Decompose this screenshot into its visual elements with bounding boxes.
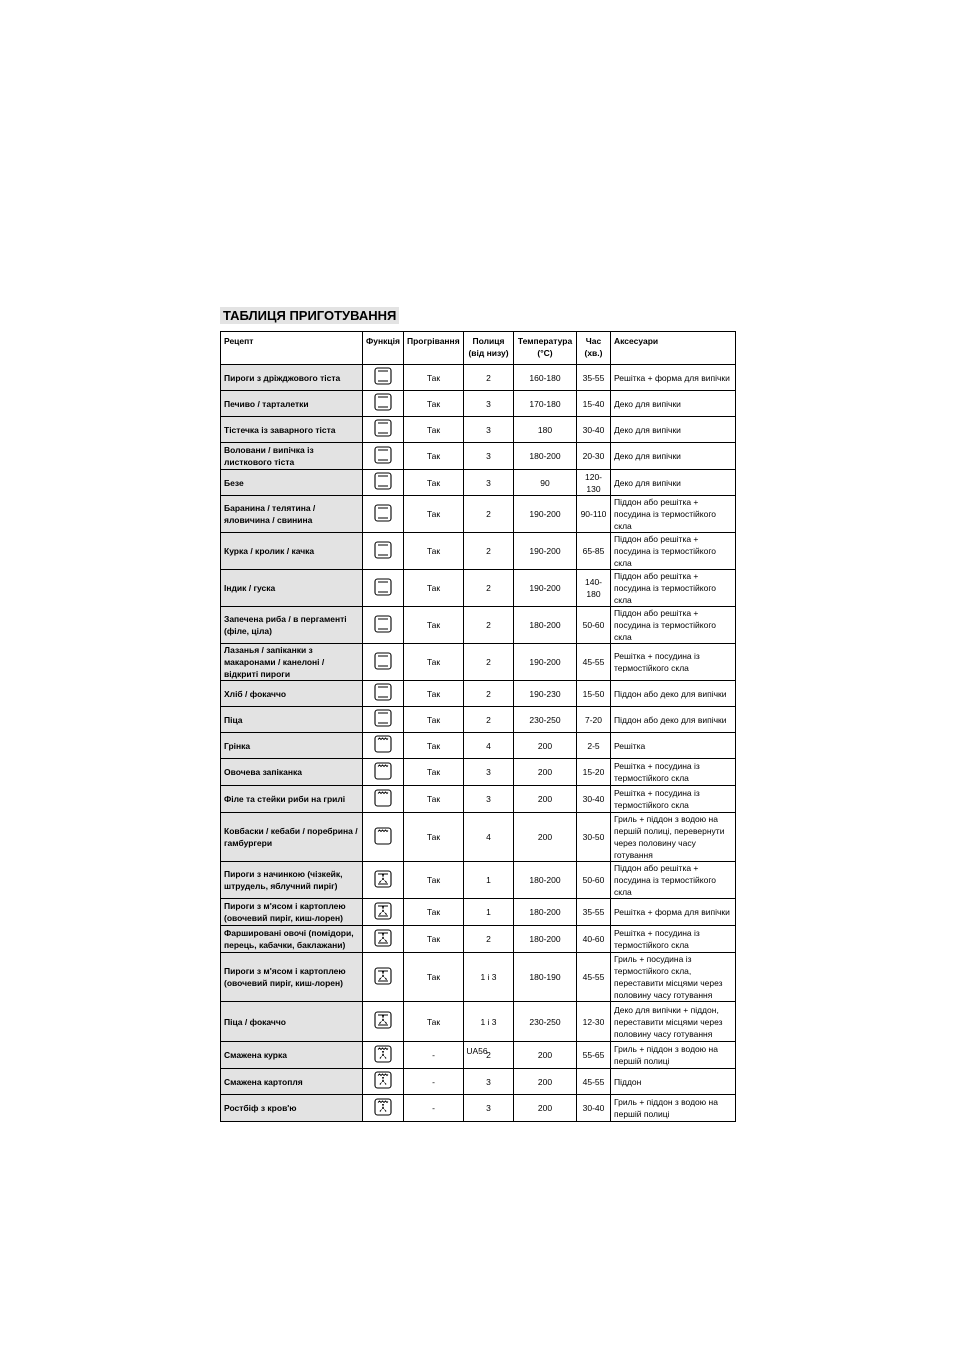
accessories-cell: Гриль + піддон з водою на першій полиці [611, 1095, 736, 1122]
shelf-cell: 3 [464, 391, 514, 417]
preheat-cell: Так [404, 759, 464, 786]
time-cell: 90-110 [577, 496, 611, 533]
accessories-cell: Деко для випічки + піддон, переставити місцями через половину часу готування [611, 1002, 736, 1042]
shelf-cell: 3 [464, 1069, 514, 1095]
time-cell: 20-30 [577, 443, 611, 470]
recipe-cell: Безе [221, 470, 363, 496]
recipe-cell: Лазанья / запіканки з макаронами / канелоні / відкриті пироги [221, 644, 363, 681]
function-cell [363, 899, 404, 926]
accessories-cell: Деко для випічки [611, 391, 736, 417]
time-cell: 2-5 [577, 733, 611, 759]
shelf-cell: 2 [464, 533, 514, 570]
temperature-cell: 200 [514, 733, 577, 759]
accessories-cell: Решітка + посудина із термостійкого скла [611, 786, 736, 813]
header-time: Час (хв.) [577, 332, 611, 365]
function-cell [363, 496, 404, 533]
preheat-cell: Так [404, 953, 464, 1002]
shelf-cell: 3 [464, 417, 514, 443]
fan-icon [374, 902, 392, 923]
time-cell: 30-40 [577, 1095, 611, 1122]
table-row [221, 1002, 736, 1042]
time-cell: 140-180 [577, 570, 611, 607]
accessories-cell: Решітка + посудина із термостійкого скла [611, 759, 736, 786]
recipe-cell: Фаршировані овочі (помідори, перець, кабачки, баклажани) [221, 926, 363, 953]
accessories-cell: Піддон або деко для випічки [611, 707, 736, 733]
temperature-cell: 180-200 [514, 607, 577, 644]
time-cell: 35-55 [577, 365, 611, 391]
accessories-cell: Піддон або решітка + посудина із термостійкого скла [611, 496, 736, 533]
temperature-cell: 160-180 [514, 365, 577, 391]
table-header-row [221, 332, 736, 365]
accessories-cell: Решітка + посудина із термостійкого скла [611, 644, 736, 681]
shelf-cell: 2 [464, 607, 514, 644]
temperature-cell: 190-200 [514, 570, 577, 607]
grill-icon [374, 735, 392, 756]
function-cell [363, 953, 404, 1002]
function-cell [363, 707, 404, 733]
preheat-cell: Так [404, 496, 464, 533]
turbo-grill-icon [374, 1098, 392, 1119]
recipe-cell: Грінка [221, 733, 363, 759]
temperature-cell: 180 [514, 417, 577, 443]
conventional-icon [374, 504, 392, 525]
page-number: UA56 [466, 1046, 488, 1056]
time-cell: 50-60 [577, 862, 611, 899]
header-recipe: Рецепт [221, 332, 363, 365]
function-cell [363, 391, 404, 417]
shelf-cell: 1 [464, 862, 514, 899]
function-cell [363, 1095, 404, 1122]
temperature-cell: 180-190 [514, 953, 577, 1002]
time-cell: 15-20 [577, 759, 611, 786]
accessories-cell: Деко для випічки [611, 417, 736, 443]
table-row [221, 733, 736, 759]
preheat-cell: Так [404, 1002, 464, 1042]
shelf-cell: 2 [464, 644, 514, 681]
table-row [221, 953, 736, 1002]
function-cell [363, 862, 404, 899]
time-cell: 65-85 [577, 533, 611, 570]
temperature-cell: 190-200 [514, 496, 577, 533]
shelf-cell: 2 [464, 570, 514, 607]
header-preheat: Прогрівання [404, 332, 464, 365]
accessories-cell: Піддон або решітка + посудина із термостійкого скла [611, 533, 736, 570]
recipe-cell: Індик / гуска [221, 570, 363, 607]
shelf-cell: 2 [464, 681, 514, 707]
time-cell: 7-20 [577, 707, 611, 733]
recipe-cell: Овочева запіканка [221, 759, 363, 786]
function-cell [363, 533, 404, 570]
function-cell [363, 786, 404, 813]
recipe-cell: Пироги з м'ясом і картоплею (овочевий пиріг, киш-лорен) [221, 899, 363, 926]
time-cell: 45-55 [577, 953, 611, 1002]
recipe-cell: Пироги з начинкою (чізкейк, штрудель, яблучний пиріг) [221, 862, 363, 899]
recipe-cell: Запечена риба / в пергаменті (філе, ціла) [221, 607, 363, 644]
turbo-grill-icon [374, 1071, 392, 1092]
table-row [221, 607, 736, 644]
preheat-cell: Так [404, 813, 464, 862]
temperature-cell: 200 [514, 786, 577, 813]
table-row [221, 417, 736, 443]
time-cell: 30-40 [577, 417, 611, 443]
accessories-cell: Піддон [611, 1069, 736, 1095]
shelf-cell: 3 [464, 759, 514, 786]
preheat-cell: Так [404, 899, 464, 926]
time-cell: 30-40 [577, 786, 611, 813]
table-row [221, 1069, 736, 1095]
accessories-cell: Піддон або решітка + посудина із термостійкого скла [611, 862, 736, 899]
conventional-icon [374, 367, 392, 388]
table-row [221, 391, 736, 417]
preheat-cell: Так [404, 681, 464, 707]
time-cell: 50-60 [577, 607, 611, 644]
table-row [221, 533, 736, 570]
time-cell: 12-30 [577, 1002, 611, 1042]
function-cell [363, 417, 404, 443]
conventional-icon [374, 615, 392, 636]
cooking-table [220, 331, 736, 1122]
preheat-cell: - [404, 1069, 464, 1095]
table-row [221, 470, 736, 496]
recipe-cell: Піца / фокаччо [221, 1002, 363, 1042]
preheat-cell: Так [404, 862, 464, 899]
preheat-cell: Так [404, 570, 464, 607]
function-cell [363, 607, 404, 644]
table-row [221, 786, 736, 813]
table-row [221, 496, 736, 533]
function-cell [363, 759, 404, 786]
preheat-cell: Так [404, 707, 464, 733]
time-cell: 55-65 [577, 1042, 611, 1069]
table-row [221, 365, 736, 391]
recipe-cell: Пироги з м'ясом і картоплею (овочевий пиріг, киш-лорен) [221, 953, 363, 1002]
preheat-cell: - [404, 1095, 464, 1122]
function-cell [363, 443, 404, 470]
temperature-cell: 200 [514, 1095, 577, 1122]
preheat-cell: - [404, 1042, 464, 1069]
recipe-cell: Воловани / випічка із листкового тіста [221, 443, 363, 470]
temperature-cell: 90 [514, 470, 577, 496]
preheat-cell: Так [404, 365, 464, 391]
preheat-cell: Так [404, 926, 464, 953]
accessories-cell: Піддон або деко для випічки [611, 681, 736, 707]
temperature-cell: 200 [514, 759, 577, 786]
conventional-icon [374, 393, 392, 414]
table-row [221, 443, 736, 470]
function-cell [363, 365, 404, 391]
preheat-cell: Так [404, 417, 464, 443]
conventional-icon [374, 419, 392, 440]
temperature-cell: 170-180 [514, 391, 577, 417]
header-accessories: Аксесуари [611, 332, 736, 365]
accessories-cell: Гриль + піддон з водою на першій полиці [611, 1042, 736, 1069]
recipe-cell: Ковбаски / кебаби / поребрина / гамбургери [221, 813, 363, 862]
recipe-cell: Баранина / телятина / яловичина / свинина [221, 496, 363, 533]
shelf-cell: 3 [464, 786, 514, 813]
accessories-cell: Деко для випічки [611, 470, 736, 496]
accessories-cell: Гриль + посудина із термостійкого скла, переставити місцями через половину часу готування [611, 953, 736, 1002]
function-cell [363, 570, 404, 607]
time-cell: 40-60 [577, 926, 611, 953]
function-cell [363, 926, 404, 953]
recipe-cell: Пироги з дріжджового тіста [221, 365, 363, 391]
preheat-cell: Так [404, 470, 464, 496]
function-cell [363, 813, 404, 862]
recipe-cell: Смажена курка [221, 1042, 363, 1069]
time-cell: 35-55 [577, 899, 611, 926]
conventional-icon [374, 709, 392, 730]
accessories-cell: Решітка + форма для випічки [611, 899, 736, 926]
conventional-icon [374, 541, 392, 562]
temperature-cell: 200 [514, 813, 577, 862]
recipe-cell: Хліб / фокаччо [221, 681, 363, 707]
header-shelf: Полиця (від низу) [464, 332, 514, 365]
temperature-cell: 190-200 [514, 644, 577, 681]
table-row [221, 899, 736, 926]
recipe-cell: Смажена картопля [221, 1069, 363, 1095]
time-cell: 120-130 [577, 470, 611, 496]
shelf-cell: 3 [464, 443, 514, 470]
preheat-cell: Так [404, 644, 464, 681]
temperature-cell: 200 [514, 1069, 577, 1095]
fan-icon [374, 967, 392, 988]
temperature-cell: 180-200 [514, 899, 577, 926]
fan-icon [374, 1011, 392, 1032]
recipe-cell: Ростбіф з кров'ю [221, 1095, 363, 1122]
preheat-cell: Так [404, 391, 464, 417]
shelf-cell: 3 [464, 1095, 514, 1122]
shelf-cell: 2 [464, 1042, 514, 1069]
grill-icon [374, 827, 392, 848]
header-temp: Температура (°C) [514, 332, 577, 365]
grill-icon [374, 762, 392, 783]
conventional-icon [374, 652, 392, 673]
accessories-cell: Решітка [611, 733, 736, 759]
grill-icon [374, 789, 392, 810]
temperature-cell: 230-250 [514, 707, 577, 733]
fan-icon [374, 870, 392, 891]
page-title: ТАБЛИЦЯ ПРИГОТУВАННЯ [220, 307, 399, 324]
accessories-cell: Решітка + форма для випічки [611, 365, 736, 391]
accessories-cell: Піддон або решітка + посудина із термостійкого скла [611, 570, 736, 607]
accessories-cell: Решітка + посудина із термостійкого скла [611, 926, 736, 953]
shelf-cell: 2 [464, 496, 514, 533]
temperature-cell: 180-200 [514, 443, 577, 470]
function-cell [363, 681, 404, 707]
temperature-cell: 230-250 [514, 1002, 577, 1042]
temperature-cell: 190-200 [514, 533, 577, 570]
preheat-cell: Так [404, 607, 464, 644]
table-row [221, 759, 736, 786]
function-cell [363, 644, 404, 681]
function-cell [363, 1002, 404, 1042]
conventional-icon [374, 446, 392, 467]
function-cell [363, 470, 404, 496]
table-row [221, 570, 736, 607]
table-row [221, 813, 736, 862]
recipe-cell: Тістечка із заварного тіста [221, 417, 363, 443]
time-cell: 15-50 [577, 681, 611, 707]
preheat-cell: Так [404, 443, 464, 470]
shelf-cell: 3 [464, 470, 514, 496]
time-cell: 45-55 [577, 1069, 611, 1095]
table-row [221, 1095, 736, 1122]
temperature-cell: 180-200 [514, 926, 577, 953]
recipe-cell: Піца [221, 707, 363, 733]
preheat-cell: Так [404, 733, 464, 759]
function-cell [363, 733, 404, 759]
shelf-cell: 1 і 3 [464, 1002, 514, 1042]
shelf-cell: 4 [464, 813, 514, 862]
fan-icon [374, 929, 392, 950]
preheat-cell: Так [404, 786, 464, 813]
shelf-cell: 4 [464, 733, 514, 759]
table-row [221, 681, 736, 707]
conventional-icon [374, 683, 392, 704]
function-cell [363, 1069, 404, 1095]
preheat-cell: Так [404, 533, 464, 570]
table-row [221, 707, 736, 733]
header-function: Функція [363, 332, 404, 365]
temperature-cell: 180-200 [514, 862, 577, 899]
shelf-cell: 1 [464, 899, 514, 926]
time-cell: 30-50 [577, 813, 611, 862]
recipe-cell: Печиво / тарталетки [221, 391, 363, 417]
shelf-cell: 2 [464, 926, 514, 953]
temperature-cell: 190-230 [514, 681, 577, 707]
shelf-cell: 2 [464, 365, 514, 391]
recipe-cell: Курка / кролик / качка [221, 533, 363, 570]
shelf-cell: 2 [464, 707, 514, 733]
table-row [221, 644, 736, 681]
table-row [221, 862, 736, 899]
conventional-icon [374, 578, 392, 599]
time-cell: 45-55 [577, 644, 611, 681]
shelf-cell: 1 і 3 [464, 953, 514, 1002]
conventional-icon [374, 472, 392, 493]
temperature-cell: 200 [514, 1042, 577, 1069]
recipe-cell: Філе та стейки риби на грилі [221, 786, 363, 813]
accessories-cell: Деко для випічки [611, 443, 736, 470]
table-row [221, 926, 736, 953]
accessories-cell: Гриль + піддон з водою на першій полиці, перевернути через половину часу готування [611, 813, 736, 862]
time-cell: 15-40 [577, 391, 611, 417]
accessories-cell: Піддон або решітка + посудина із термостійкого скла [611, 607, 736, 644]
